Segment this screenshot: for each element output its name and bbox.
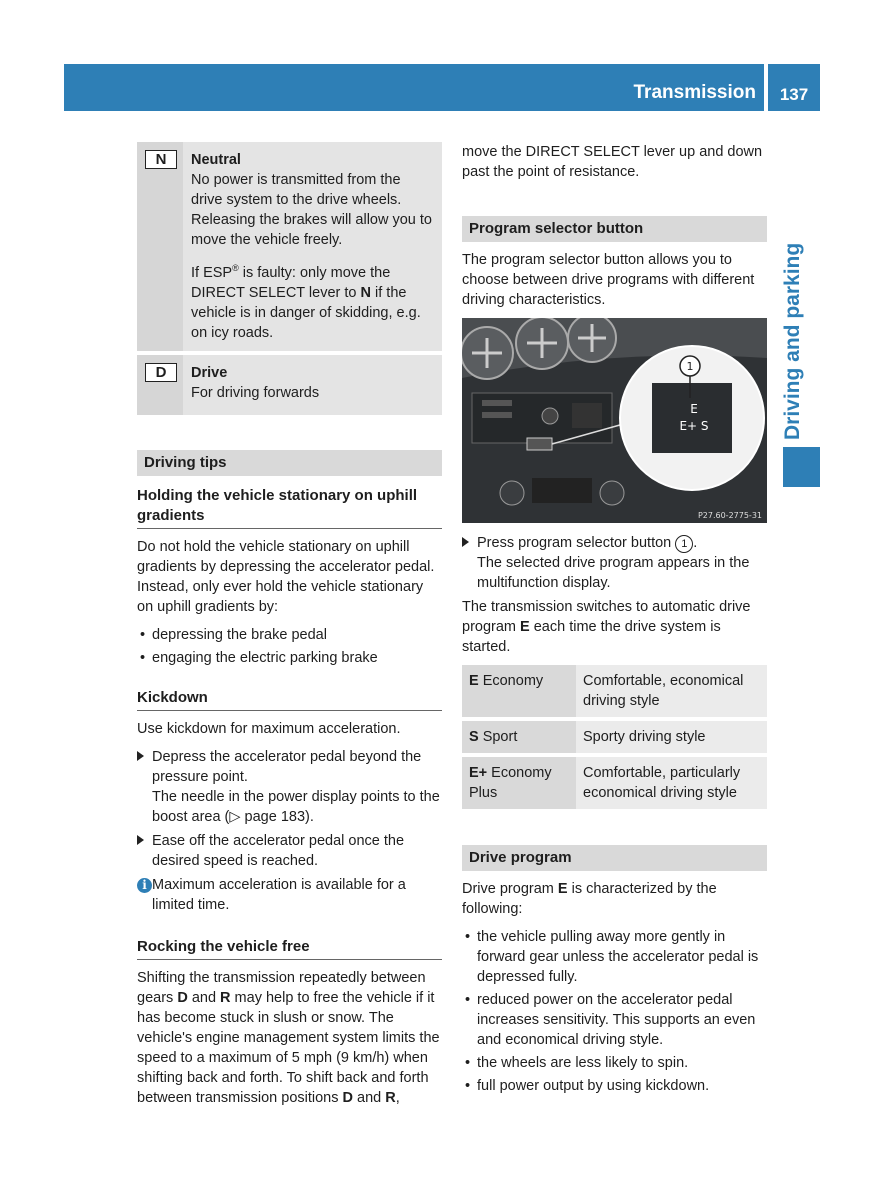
gear-row-neutral [137, 142, 442, 351]
page-header-bar [64, 64, 764, 111]
program-selector-step: Press program selector button 1 . The selected drive program appears in the multifunction display. [462, 533, 767, 593]
drive-program-table [462, 665, 767, 809]
list-item: • the wheels are less likely to spin. [462, 1053, 767, 1073]
side-tab-marker [783, 447, 820, 487]
gear-symbol-d: D [145, 363, 177, 382]
subheading-kickdown: Kickdown [137, 688, 442, 711]
drive-program-intro: Drive program E is characterized by the following: [462, 881, 717, 917]
list-item: • full power output by using kickdown. [462, 1076, 767, 1096]
uphill-body: Do not hold the vehicle stationary on uphill gradients by depressing the accelerator pedal. Instead, only ever hold the vehicle stationary on uphill gradients by: [137, 538, 435, 615]
step-arrow-icon [462, 537, 469, 547]
rocking-body: Shifting the transmission repeatedly between gears D and R may help to free the vehicle if it has become stuck in slush or snow. The vehicle's engine management system limits the speed to a maximum of 5 mph (9 km/h) when shifting back and forth. To shift back and forth between transmission positions D and R, [137, 969, 440, 1106]
step-arrow-icon [137, 751, 144, 761]
kickdown-step-2: Ease off the accelerator pedal once the desired speed is reached. [137, 831, 442, 871]
step-result: The selected drive program appears in the multifunction display. [477, 555, 750, 591]
continuation-text: move the DIRECT SELECT lever up and down past the point of resistance. [462, 144, 763, 180]
table-row: E+ Economy Plus Comfortable, particularly economical driving style [462, 757, 767, 809]
svg-text:E+ S: E+ S [679, 419, 709, 433]
gear-name: Drive [191, 364, 228, 381]
svg-text:E: E [690, 402, 698, 416]
gear-name: Neutral [191, 152, 241, 168]
subheading-uphill: Holding the vehicle stationary on uphill gradients [137, 486, 442, 529]
program-selector-body: The program selector button allows you to choose between drive programs with different driving characteristics. [462, 252, 755, 308]
kickdown-step-1: Depress the accelerator pedal beyond the pressure point. The needle in the power display points to the boost area (▷ page 183). [137, 747, 442, 827]
left-column [137, 142, 442, 1116]
side-tab-label: Driving and parking [781, 242, 804, 440]
section-title-program-selector: Program selector button [462, 216, 767, 242]
list-item: • the vehicle pulling away more gently in forward gear unless the accelerator pedal is depressed fully. [462, 927, 767, 987]
list-item: • engaging the electric parking brake [137, 648, 442, 668]
drive-program-bullets [462, 927, 767, 1096]
chapter-title: Transmission [633, 82, 756, 103]
gear-symbol-n: N [145, 150, 177, 169]
kickdown-info-note: i Maximum acceleration is available for a limited time. [137, 875, 442, 915]
table-row: S Sport Sporty driving style [462, 721, 767, 753]
section-title-drive-program: Drive program [462, 845, 767, 871]
page-number: 137 [768, 64, 820, 111]
list-item: • depressing the brake pedal [137, 625, 442, 645]
dashboard-illustration [462, 318, 767, 523]
gear-description: For driving forwards [191, 384, 320, 401]
right-column [462, 142, 767, 1104]
svg-text:P27.60-2775-31: P27.60-2775-31 [697, 511, 762, 520]
auto-program-text: The transmission switches to automatic drive program E each time the drive system is started. [462, 599, 751, 655]
subheading-rocking: Rocking the vehicle free [137, 937, 442, 960]
uphill-bullets [137, 625, 442, 668]
list-item: • reduced power on the accelerator pedal increases sensitivity. This supports an even and economical driving style. [462, 990, 767, 1050]
gear-row-drive [137, 355, 442, 415]
table-row: E Economy Comfortable, economical driving style [462, 665, 767, 717]
dashboard-photo [462, 318, 767, 523]
gear-esp-note: If ESP® is faulty: only move the DIRECT SELECT lever to N if the vehicle is in danger of skidding, e.g. on icy roads. [191, 263, 421, 341]
section-title-driving-tips: Driving tips [137, 450, 442, 476]
callout-ref-icon: 1 [675, 535, 693, 553]
step-arrow-icon [137, 835, 144, 845]
svg-text:1: 1 [686, 360, 694, 373]
gear-description: No power is transmitted from the drive system to the drive wheels. Releasing the brakes will allow you to move the vehicle freely. [191, 172, 432, 248]
info-icon: i [137, 878, 152, 893]
kickdown-body: Use kickdown for maximum acceleration. [137, 720, 401, 737]
gear-position-table [137, 142, 442, 415]
step-result: The needle in the power display points to the boost area (▷ page 183). [152, 788, 440, 825]
